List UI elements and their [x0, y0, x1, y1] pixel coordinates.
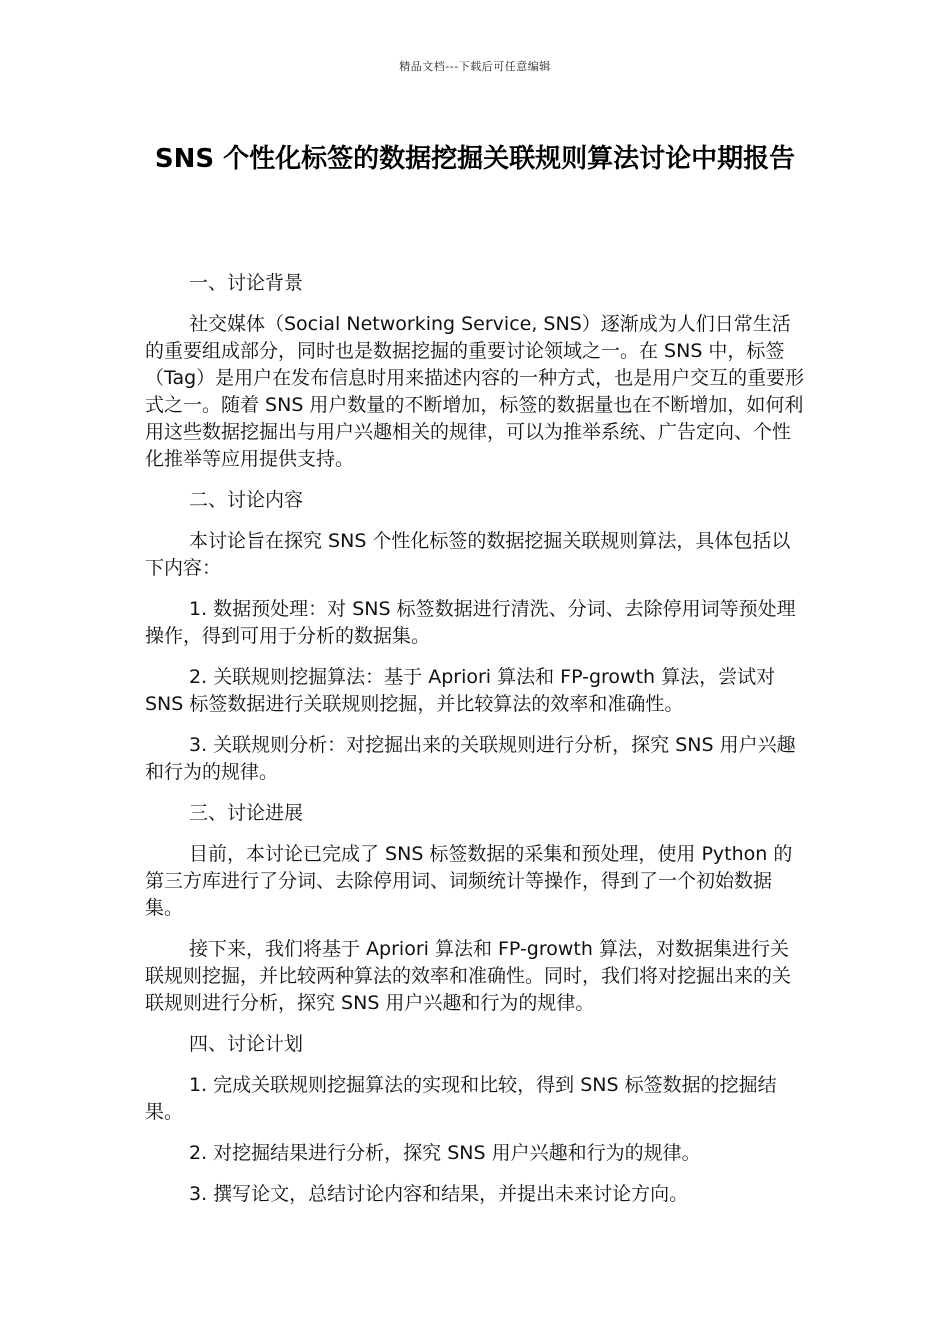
- list-item-plan-1: 1. 完成关联规则挖掘算法的实现和比较，得到 SNS 标签数据的挖掘结果。: [145, 1074, 777, 1123]
- document-title: SNS 个性化标签的数据挖掘关联规则算法讨论中期报告: [154, 144, 796, 174]
- list-item-plan-3: 3. 撰写论文，总结讨论内容和结果，并提出未来讨论方向。: [189, 1183, 689, 1205]
- section-heading-progress: 三、讨论进展: [189, 802, 304, 824]
- section-heading-plan: 四、讨论计划: [189, 1033, 304, 1055]
- section-heading-content: 二、讨论内容: [189, 489, 304, 511]
- list-item-plan-2: 2. 对挖掘结果进行分析，探究 SNS 用户兴趣和行为的规律。: [189, 1142, 701, 1164]
- paragraph-progress-2: 接下来，我们将基于 Apriori 算法和 FP-growth 算法，对数据集进行关联规则挖掘，并比较两种算法的效率和准确性。同时，我们将对挖掘出来的关联规则进行分析，探究 SNS 用户兴趣和行为的规律。: [145, 938, 792, 1014]
- list-item-rule-analysis: 3. 关联规则分析：对挖掘出来的关联规则进行分析，探究 SNS 用户兴趣和行为的规律。: [145, 734, 796, 783]
- list-item-mining-algorithm: 2. 关联规则挖掘算法：基于 Apriori 算法和 FP-growth 算法，尝试对 SNS 标签数据进行关联规则挖掘，并比较算法的效率和准确性。: [145, 666, 776, 715]
- paragraph-background: 社交媒体（Social Networking Service, SNS）逐渐成为人们日常生活的重要组成部分，同时也是数据挖掘的重要讨论领域之一。在 SNS 中，标签（Tag）是用户在发布信息时用来描述内容的一种方式，也是用户交互的重要形式之一。随着 SNS 用户数量的不断增加，标签的数据量也在不断增加，如何利用这些数据挖掘出与用户兴趣相关的规律，可以为推举系统、广告定向、个性化推举等应用提供支持。: [145, 313, 805, 470]
- list-item-preprocessing: 1. 数据预处理：对 SNS 标签数据进行清洗、分词、去除停用词等预处理操作，得到可用于分析的数据集。: [145, 598, 796, 647]
- document-body: [145, 270, 807, 1222]
- page-header-watermark: 精品文档---下载后可任意编辑: [399, 60, 551, 73]
- paragraph-progress-1: 目前，本讨论已完成了 SNS 标签数据的采集和预处理，使用 Python 的第三方库进行了分词、去除停用词、词频统计等操作，得到了一个初始数据集。: [145, 843, 793, 919]
- section-heading-background: 一、讨论背景: [189, 272, 304, 294]
- paragraph-content-intro: 本讨论旨在探究 SNS 个性化标签的数据挖掘关联规则算法，具体包括以下内容：: [145, 530, 791, 579]
